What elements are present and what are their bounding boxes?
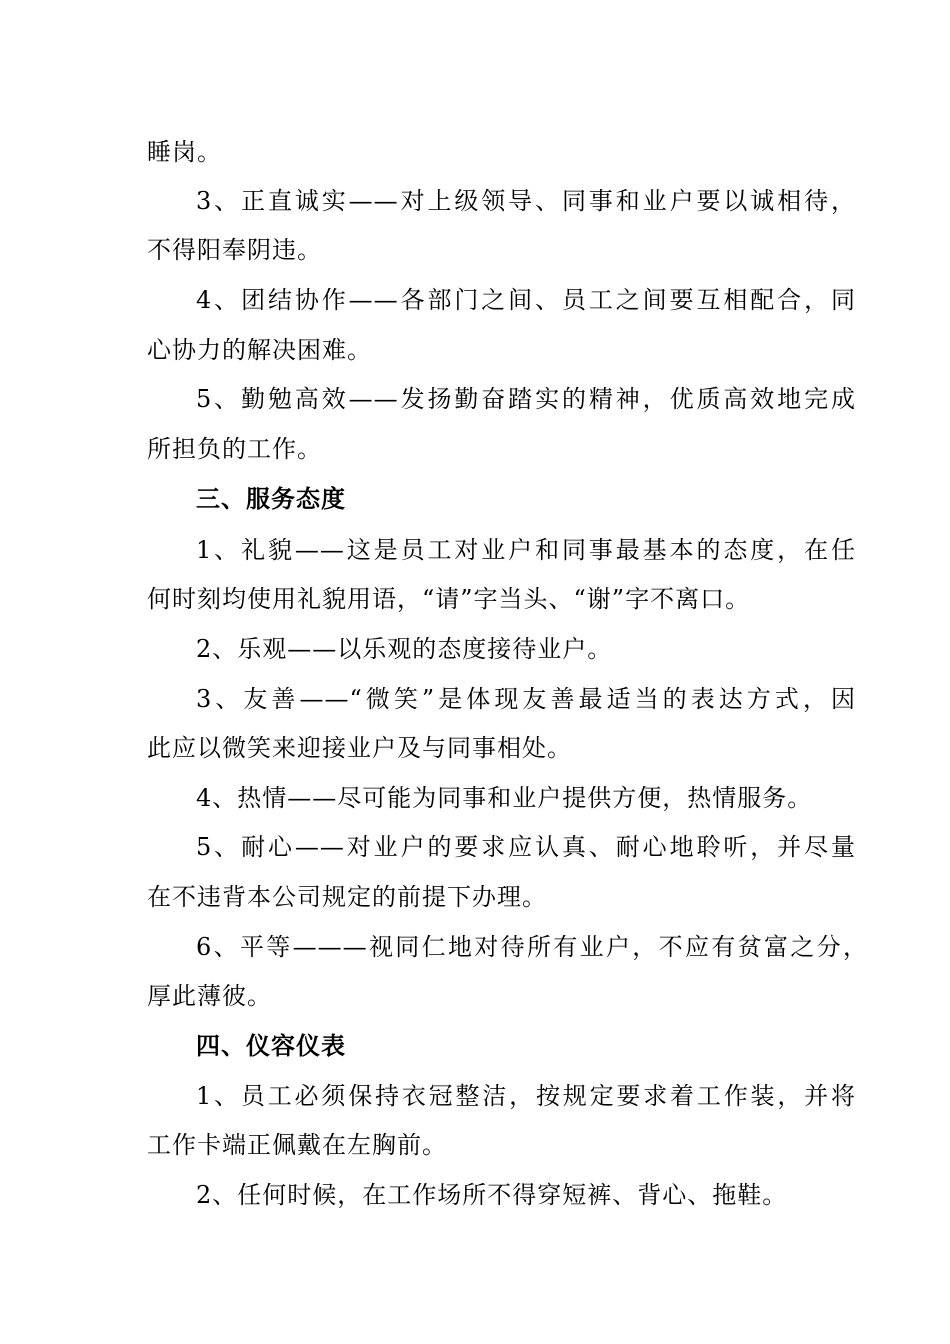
section-heading: 四、仪容仪表 (196, 1032, 346, 1060)
text-line: 所担负的工作。 (147, 435, 322, 463)
text-line: 4、热情——尽可能为同事和业户提供方便，热情服务。 (196, 784, 813, 812)
text-line: 2、任何时候，在工作场所不得穿短裤、背心、拖鞋。 (196, 1181, 788, 1209)
text-line: 此应以微笑来迎接业户及与同事相处。 (147, 734, 572, 762)
text-line: 何时刻均使用礼貌用语，“请”字当头、“谢”字不离口。 (147, 585, 751, 613)
text-line: 1、员工必须保持衣冠整洁，按规定要求着工作装，并将 (196, 1082, 856, 1110)
text-line: 厚此薄彼。 (147, 982, 272, 1010)
text-line: 5、勤勉高效——发扬勤奋踏实的精神，优质高效地完成 (196, 385, 856, 413)
section-heading: 三、服务态度 (196, 485, 346, 513)
text-line: 5、耐心——对业户的要求应认真、耐心地聆听，并尽量 (196, 833, 856, 861)
text-line: 1、礼貌——这是员工对业户和同事最基本的态度，在任 (196, 536, 856, 564)
text-line: 3、正直诚实——对上级领导、同事和业户要以诚相待， (196, 187, 856, 215)
text-line: 2、乐观——以乐观的态度接待业户。 (196, 635, 613, 663)
text-line: 心协力的解决困难。 (147, 336, 372, 364)
text-line: 工作卡端正佩戴在左胸前。 (147, 1131, 447, 1159)
text-line: 不得阳奉阴违。 (147, 236, 322, 264)
text-line: 在不违背本公司规定的前提下办理。 (147, 883, 547, 911)
text-line: 3、友善——“微笑”是体现友善最适当的表达方式，因 (196, 685, 856, 713)
text-line: 4、团结协作——各部门之间、员工之间要互相配合，同 (196, 286, 856, 314)
text-line: 睡岗。 (147, 138, 222, 166)
text-line: 6、平等———视同仁地对待所有业户，不应有贫富之分， (196, 933, 868, 961)
